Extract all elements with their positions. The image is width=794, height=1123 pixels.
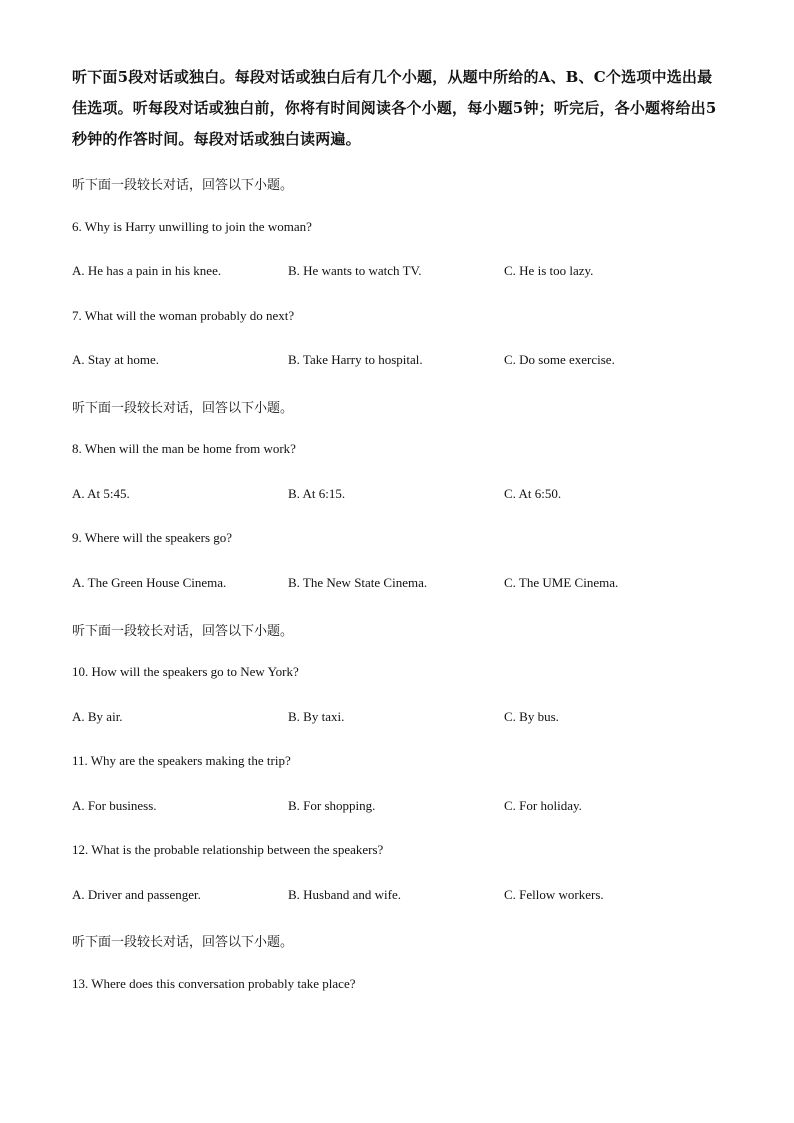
- option-c: C. For holiday.: [504, 798, 582, 813]
- option-b: B. For shopping.: [288, 798, 376, 813]
- instructions-paragraph: 听下面5段对话或独白。每段对话或独白后有几个小题，从题中所给的A、B、C个选项中选出最佳选项。听每段对话或独白前，你将有时间阅读各个小题，每小题5钟；听完后，各小题将给出5秒钟的作答时间。每段对话或独白读两遍。: [72, 68, 717, 148]
- options-row-10: [72, 709, 726, 727]
- question-6: 6. Why is Harry unwilling to join the woman?: [72, 219, 312, 234]
- options-row-11: [72, 798, 726, 816]
- option-a: A. Driver and passenger.: [72, 887, 201, 902]
- options-row-6: [72, 263, 726, 281]
- question-13: 13. Where does this conversation probably take place?: [72, 976, 356, 991]
- option-c: C. Do some exercise.: [504, 352, 615, 367]
- question-10: 10. How will the speakers go to New York?: [72, 664, 299, 679]
- question-8: 8. When will the man be home from work?: [72, 441, 296, 456]
- option-b: B. He wants to watch TV.: [288, 263, 422, 278]
- section-heading: 听下面一段较长对话，回答以下小题。: [72, 624, 294, 639]
- option-a: A. By air.: [72, 709, 123, 724]
- option-a: A. For business.: [72, 798, 157, 813]
- question-11: 11. Why are the speakers making the trip?: [72, 753, 291, 768]
- option-c: C. At 6:50.: [504, 486, 562, 501]
- section-heading: 听下面一段较长对话，回答以下小题。: [72, 401, 294, 416]
- option-a: A. At 5:45.: [72, 486, 130, 501]
- option-c: C. The UME Cinema.: [504, 575, 619, 590]
- question-7: 7. What will the woman probably do next?: [72, 308, 295, 323]
- section-heading: 听下面一段较长对话，回答以下小题。: [72, 935, 294, 950]
- option-b: B. By taxi.: [288, 709, 345, 724]
- option-c: C. He is too lazy.: [504, 263, 594, 278]
- option-c: C. Fellow workers.: [504, 887, 604, 902]
- question-9: 9. Where will the speakers go?: [72, 530, 233, 545]
- option-b: B. The New State Cinema.: [288, 575, 428, 590]
- question-12: 12. What is the probable relationship between the speakers?: [72, 842, 384, 857]
- option-a: A. The Green House Cinema.: [72, 575, 227, 590]
- option-b: B. Husband and wife.: [288, 887, 402, 902]
- options-row-7: [72, 352, 726, 370]
- options-row-12: [72, 887, 726, 905]
- options-row-9: [72, 575, 726, 593]
- section-heading: 听下面一段较长对话，回答以下小题。: [72, 178, 294, 193]
- option-b: B. At 6:15.: [288, 486, 346, 501]
- options-row-8: [72, 486, 726, 504]
- option-a: A. Stay at home.: [72, 352, 160, 367]
- option-b: B. Take Harry to hospital.: [288, 352, 423, 367]
- option-c: C. By bus.: [504, 709, 559, 724]
- option-a: A. He has a pain in his knee.: [72, 263, 222, 278]
